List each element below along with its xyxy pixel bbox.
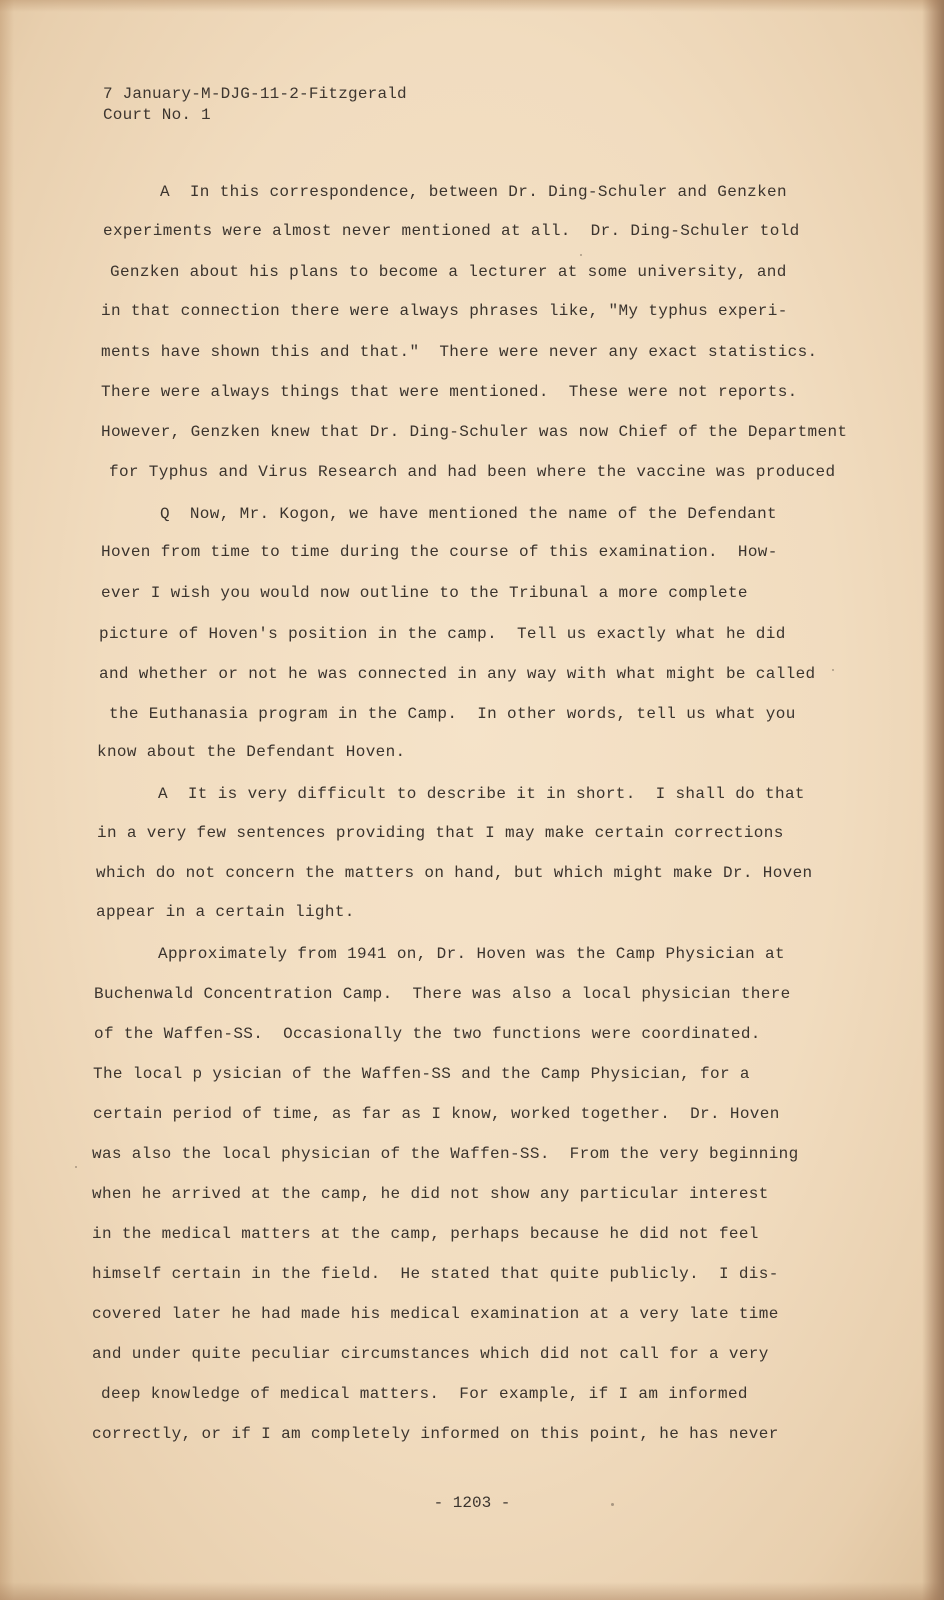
paper-speck	[580, 254, 582, 256]
page-number: - 1203 -	[433, 1494, 511, 1512]
transcript-line: deep knowledge of medical matters. For example, if I am informed	[101, 1385, 748, 1403]
transcript-line: certain period of time, as far as I know, worked together. Dr. Hoven	[93, 1105, 780, 1123]
transcript-line: Genzken about his plans to become a lecturer at some university, and	[110, 263, 787, 281]
transcript-line: for Typhus and Virus Research and had been where the vaccine was produced	[109, 463, 836, 481]
transcript-line: know about the Defendant Hoven.	[97, 743, 406, 761]
paper-speck	[75, 1166, 77, 1168]
header-reference: 7 January-M-DJG-11-2-Fitzgerald	[103, 85, 407, 103]
transcript-line: in that connection there were always phrases like, "My typhus experi-	[101, 302, 788, 320]
transcript-line: However, Genzken knew that Dr. Ding-Schuler was now Chief of the Department	[101, 423, 848, 441]
transcript-line: correctly, or if I am completely informed on this point, he has never	[92, 1425, 779, 1443]
transcript-line: experiments were almost never mentioned at all. Dr. Ding-Schuler told	[103, 222, 800, 240]
page-edge-top	[0, 0, 944, 12]
transcript-line: There were always things that were mentioned. These were not reports.	[101, 383, 798, 401]
transcript-line: appear in a certain light.	[96, 903, 355, 921]
paper-speck	[832, 669, 834, 671]
transcript-line: The local p ysician of the Waffen-SS and the Camp Physician, for a	[93, 1065, 750, 1083]
page-edge-bottom	[0, 1582, 944, 1600]
transcript-line: covered later he had made his medical examination at a very late time	[92, 1305, 779, 1323]
transcript-line: when he arrived at the camp, he did not show any particular interest	[92, 1185, 769, 1203]
transcript-line: Buchenwald Concentration Camp. There was also a local physician there	[94, 985, 791, 1003]
transcript-line: the Euthanasia program in the Camp. In other words, tell us what you	[109, 705, 796, 723]
header-court: Court No. 1	[103, 106, 211, 124]
transcript-line: himself certain in the field. He stated that quite publicly. I dis-	[92, 1265, 779, 1283]
document-header	[103, 84, 407, 126]
transcript-line: Q Now, Mr. Kogon, we have mentioned the name of the Defendant	[160, 505, 777, 523]
page-edge-left	[0, 0, 14, 1600]
transcript-line: Hoven from time to time during the course of this examination. How-	[101, 543, 778, 561]
transcript-line: which do not concern the matters on hand, but which might make Dr. Hoven	[96, 864, 813, 882]
page-edge-right	[922, 0, 944, 1600]
transcript-line: Approximately from 1941 on, Dr. Hoven was the Camp Physician at	[158, 945, 785, 963]
transcript-line: picture of Hoven's position in the camp. Tell us exactly what he did	[99, 625, 786, 643]
transcript-line: A It is very difficult to describe it in short. I shall do that	[158, 785, 805, 803]
transcript-line: and whether or not he was connected in any way with what might be called	[99, 665, 816, 683]
transcript-line: ever I wish you would now outline to the Tribunal a more complete	[101, 584, 748, 602]
transcript-line: A In this correspondence, between Dr. Ding-Schuler and Genzken	[160, 183, 787, 201]
transcript-line: of the Waffen-SS. Occasionally the two functions were coordinated.	[94, 1025, 761, 1043]
transcript-line: was also the local physician of the Waffen-SS. From the very beginning	[92, 1145, 799, 1163]
transcript-line: ments have shown this and that." There were never any exact statistics.	[101, 343, 818, 361]
transcript-line: in the medical matters at the camp, perhaps because he did not feel	[92, 1225, 759, 1243]
transcript-line: and under quite peculiar circumstances which did not call for a very	[92, 1345, 769, 1363]
transcript-line: in a very few sentences providing that I may make certain corrections	[97, 824, 784, 842]
paper-speck	[611, 1503, 614, 1506]
